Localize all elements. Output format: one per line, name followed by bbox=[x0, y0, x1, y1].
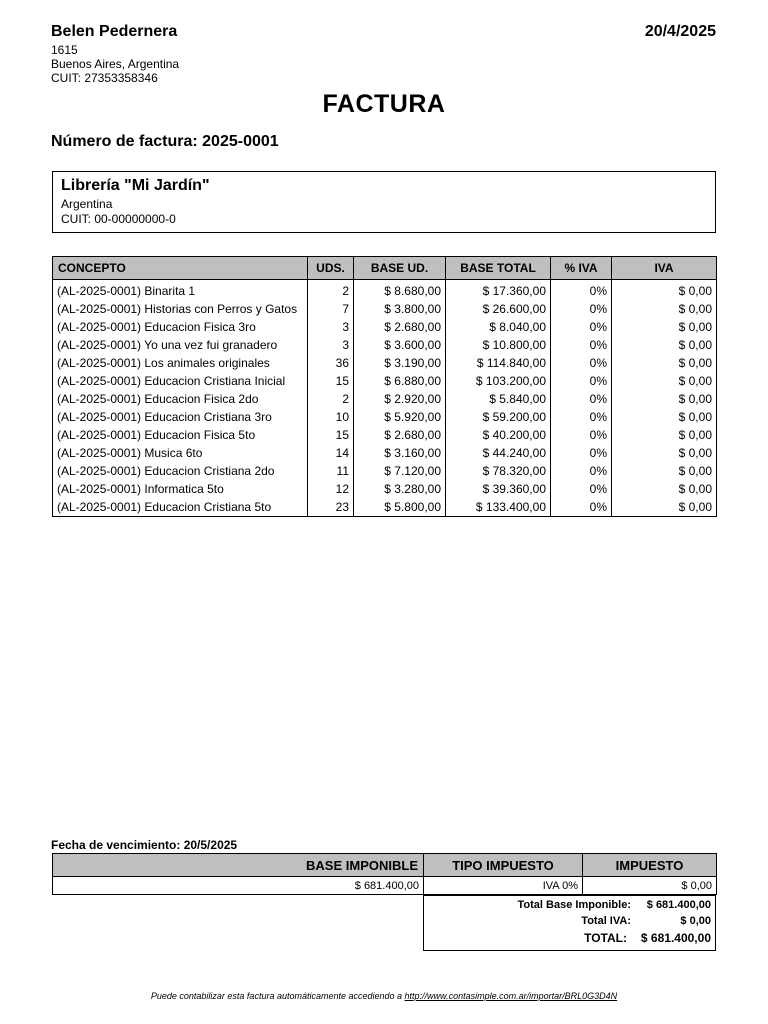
table-row bbox=[53, 498, 717, 517]
items-table bbox=[52, 256, 717, 517]
total-iva-row bbox=[424, 915, 711, 927]
concepto-cell: (AL-2025-0001) Educacion Cristiana Inicial bbox=[53, 372, 308, 390]
pct-iva-cell: 0% bbox=[551, 426, 612, 444]
iva-cell: $ 0,00 bbox=[612, 498, 717, 517]
concepto-cell: (AL-2025-0001) Educacion Fisica 3ro bbox=[53, 318, 308, 336]
base-ud-cell: $ 8.680,00 bbox=[354, 282, 446, 300]
base-ud-cell: $ 3.190,00 bbox=[354, 354, 446, 372]
total-iva-label: Total IVA: bbox=[581, 915, 631, 927]
seller-cuit: CUIT: 27353358346 bbox=[51, 71, 158, 85]
grand-total-label: TOTAL: bbox=[584, 931, 627, 945]
uds-cell: 15 bbox=[308, 426, 354, 444]
pct-iva-cell: 0% bbox=[551, 336, 612, 354]
document-title: FACTURA bbox=[322, 90, 446, 118]
concepto-cell: (AL-2025-0001) Yo una vez fui granadero bbox=[53, 336, 308, 354]
iva-cell: $ 0,00 bbox=[612, 390, 717, 408]
concepto-cell: (AL-2025-0001) Educacion Cristiana 3ro bbox=[53, 408, 308, 426]
tax-amount-cell: $ 0,00 bbox=[583, 877, 717, 895]
concepto-cell: (AL-2025-0001) Educacion Cristiana 5to bbox=[53, 498, 308, 517]
header-pct-iva: % IVA bbox=[551, 257, 612, 280]
pct-iva-cell: 0% bbox=[551, 498, 612, 517]
header-concepto: CONCEPTO bbox=[53, 257, 308, 280]
uds-cell: 36 bbox=[308, 354, 354, 372]
iva-cell: $ 0,00 bbox=[612, 318, 717, 336]
base-total-cell: $ 103.200,00 bbox=[446, 372, 551, 390]
footer-note bbox=[0, 991, 768, 1001]
table-row bbox=[53, 408, 717, 426]
concepto-cell: (AL-2025-0001) Musica 6to bbox=[53, 444, 308, 462]
base-ud-cell: $ 5.920,00 bbox=[354, 408, 446, 426]
base-ud-cell: $ 2.680,00 bbox=[354, 426, 446, 444]
base-ud-cell: $ 6.880,00 bbox=[354, 372, 446, 390]
concepto-cell: (AL-2025-0001) Educacion Cristiana 2do bbox=[53, 462, 308, 480]
pct-iva-cell: 0% bbox=[551, 354, 612, 372]
iva-cell: $ 0,00 bbox=[612, 336, 717, 354]
table-row bbox=[53, 462, 717, 480]
concepto-cell: (AL-2025-0001) Educacion Fisica 5to bbox=[53, 426, 308, 444]
pct-iva-cell: 0% bbox=[551, 408, 612, 426]
base-ud-cell: $ 2.920,00 bbox=[354, 390, 446, 408]
base-total-cell: $ 8.040,00 bbox=[446, 318, 551, 336]
pct-iva-cell: 0% bbox=[551, 444, 612, 462]
uds-cell: 23 bbox=[308, 498, 354, 517]
tax-table bbox=[52, 853, 717, 895]
total-base-row bbox=[424, 899, 711, 911]
totals-box bbox=[423, 895, 716, 951]
base-ud-cell: $ 7.120,00 bbox=[354, 462, 446, 480]
invoice-date: 20/4/2025 bbox=[644, 23, 716, 40]
base-total-cell: $ 10.800,00 bbox=[446, 336, 551, 354]
iva-cell: $ 0,00 bbox=[612, 354, 717, 372]
base-ud-cell: $ 3.800,00 bbox=[354, 300, 446, 318]
header-tipo-impuesto: TIPO IMPUESTO bbox=[424, 854, 583, 877]
table-row bbox=[53, 300, 717, 318]
grand-total-value: $ 681.400,00 bbox=[640, 931, 711, 945]
seller-name: Belen Pedernera bbox=[51, 23, 178, 40]
iva-cell: $ 0,00 bbox=[612, 426, 717, 444]
iva-cell: $ 0,00 bbox=[612, 408, 717, 426]
base-total-cell: $ 40.200,00 bbox=[446, 426, 551, 444]
import-link[interactable]: http://www.contasimple.com.ar/importar/BRL0G3D4N bbox=[404, 991, 618, 1001]
grand-total-row bbox=[424, 931, 711, 945]
pct-iva-cell: 0% bbox=[551, 282, 612, 300]
table-row bbox=[53, 426, 717, 444]
base-total-cell: $ 114.840,00 bbox=[446, 354, 551, 372]
pct-iva-cell: 0% bbox=[551, 390, 612, 408]
iva-cell: $ 0,00 bbox=[612, 300, 717, 318]
base-ud-cell: $ 5.800,00 bbox=[354, 498, 446, 517]
uds-cell: 2 bbox=[308, 282, 354, 300]
concepto-cell: (AL-2025-0001) Educacion Fisica 2do bbox=[53, 390, 308, 408]
base-ud-cell: $ 3.600,00 bbox=[354, 336, 446, 354]
items-header-row bbox=[53, 257, 717, 280]
table-row bbox=[53, 390, 717, 408]
invoice-number: Número de factura: 2025-0001 bbox=[51, 133, 279, 150]
header-base-ud: BASE UD. bbox=[354, 257, 446, 280]
iva-cell: $ 0,00 bbox=[612, 480, 717, 498]
concepto-cell: (AL-2025-0001) Los animales originales bbox=[53, 354, 308, 372]
base-total-cell: $ 133.400,00 bbox=[446, 498, 551, 517]
base-ud-cell: $ 3.280,00 bbox=[354, 480, 446, 498]
base-total-cell: $ 78.320,00 bbox=[446, 462, 551, 480]
header-iva: IVA bbox=[612, 257, 717, 280]
concepto-cell: (AL-2025-0001) Informatica 5to bbox=[53, 480, 308, 498]
uds-cell: 10 bbox=[308, 408, 354, 426]
base-total-cell: $ 5.840,00 bbox=[446, 390, 551, 408]
tax-header-row bbox=[53, 854, 717, 877]
uds-cell: 7 bbox=[308, 300, 354, 318]
iva-cell: $ 0,00 bbox=[612, 372, 717, 390]
pct-iva-cell: 0% bbox=[551, 480, 612, 498]
base-total-cell: $ 39.360,00 bbox=[446, 480, 551, 498]
seller-street-number: 1615 bbox=[51, 43, 78, 57]
due-date: Fecha de vencimiento: 20/5/2025 bbox=[51, 838, 238, 852]
footer-text: Puede contabilizar esta factura automáticamente accediendo a bbox=[150, 991, 405, 1001]
client-cuit: CUIT: 00-00000000-0 bbox=[61, 212, 176, 226]
base-ud-cell: $ 2.680,00 bbox=[354, 318, 446, 336]
base-total-cell: $ 17.360,00 bbox=[446, 282, 551, 300]
header-impuesto: IMPUESTO bbox=[583, 854, 717, 877]
table-row bbox=[53, 282, 717, 300]
table-row bbox=[53, 336, 717, 354]
uds-cell: 3 bbox=[308, 336, 354, 354]
client-box bbox=[52, 171, 716, 233]
pct-iva-cell: 0% bbox=[551, 372, 612, 390]
base-total-cell: $ 44.240,00 bbox=[446, 444, 551, 462]
concepto-cell: (AL-2025-0001) Historias con Perros y Gatos bbox=[53, 300, 308, 318]
base-ud-cell: $ 3.160,00 bbox=[354, 444, 446, 462]
uds-cell: 15 bbox=[308, 372, 354, 390]
client-name: Librería "Mi Jardín" bbox=[61, 177, 210, 194]
uds-cell: 12 bbox=[308, 480, 354, 498]
iva-cell: $ 0,00 bbox=[612, 444, 717, 462]
total-iva-value: $ 0,00 bbox=[680, 915, 711, 927]
seller-city: Buenos Aires, Argentina bbox=[51, 57, 180, 71]
table-row bbox=[53, 318, 717, 336]
uds-cell: 3 bbox=[308, 318, 354, 336]
header-base-imponible: BASE IMPONIBLE bbox=[53, 854, 424, 877]
pct-iva-cell: 0% bbox=[551, 318, 612, 336]
client-country: Argentina bbox=[61, 197, 113, 211]
uds-cell: 14 bbox=[308, 444, 354, 462]
table-row bbox=[53, 444, 717, 462]
base-total-cell: $ 59.200,00 bbox=[446, 408, 551, 426]
table-row bbox=[53, 354, 717, 372]
tax-type-cell: IVA 0% bbox=[424, 877, 583, 895]
base-total-cell: $ 26.600,00 bbox=[446, 300, 551, 318]
iva-cell: $ 0,00 bbox=[612, 282, 717, 300]
table-row bbox=[53, 480, 717, 498]
iva-cell: $ 0,00 bbox=[612, 462, 717, 480]
tax-base-cell: $ 681.400,00 bbox=[53, 877, 424, 895]
total-base-value: $ 681.400,00 bbox=[646, 899, 711, 911]
pct-iva-cell: 0% bbox=[551, 462, 612, 480]
total-base-label: Total Base Imponible: bbox=[517, 899, 631, 911]
concepto-cell: (AL-2025-0001) Binarita 1 bbox=[53, 282, 308, 300]
tax-row bbox=[53, 877, 717, 895]
table-row bbox=[53, 372, 717, 390]
uds-cell: 2 bbox=[308, 390, 354, 408]
uds-cell: 11 bbox=[308, 462, 354, 480]
header-uds: UDS. bbox=[308, 257, 354, 280]
pct-iva-cell: 0% bbox=[551, 300, 612, 318]
header-base-total: BASE TOTAL bbox=[446, 257, 551, 280]
